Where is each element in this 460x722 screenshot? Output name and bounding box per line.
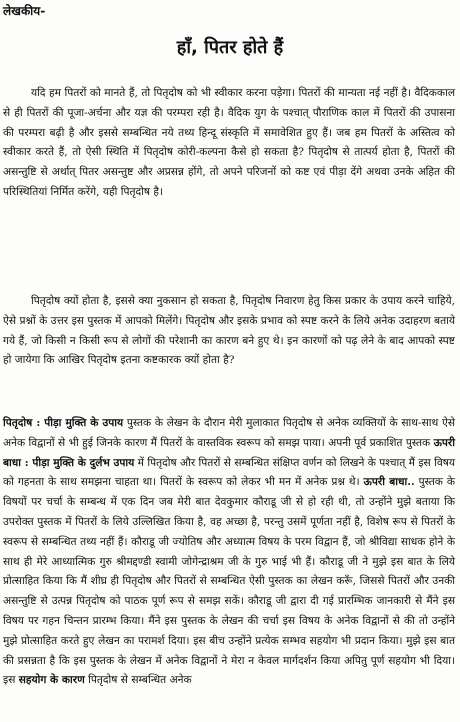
page-title: हाँ, पितर होते हैं (176, 37, 284, 58)
support-phrase-bold: सहयोग के कारण (18, 674, 85, 687)
book-title-bold: पितृदोष : पीड़ा मुक्ति के उपाय (3, 417, 124, 429)
paragraph-3-text-b: में पितृदोष और पितरों से सम्बन्धित संक्षिप्त वर्णन को लिखने के पश्चात् मैं इस विषय को गहनता के साथ समझना चाहता था। पितरों के स्वरूप को लेकर भी मन में अनेक प्रश्न थे। (3, 456, 455, 489)
previous-book-title-bold: ऊपरी बाधा : पीड़ा मुक्ति के दुर्लभ उपाय (3, 436, 455, 469)
paragraph-1: यदि हम पितरों को मानते हैं, तो पितृदोष को भी स्वीकार करना पड़ेगा। पितरों की मान्यता नई नहीं है। वैदिककाल से ही पितरों की पूजा-अर्चना और यज्ञ की परम्परा रही है। वैदिक युग के पश्चात् पौराणिक काल में पितरों की उपासना की परम्परा बढ़ी है और इससे सम्बन्धित नये तथ्य हिन्दू संस्कृति में समावेशित हुए हैं। जब हम पितरों के अस्तित्व को स्वीकार करते हैं, तो ऐसी स्थिति में पितृदोष कोरी-कल्पना कैसे हो सकता है? पितृदोष से तात्पर्य होता है, पितरों की असन्तुष्टि से अर्थात् पितर असन्तुष्ट और अप्रसन्न होंगे, तो अपने परिजनों को कष्ट एवं पीड़ा देंगे अथवा उनके अहित की परिस्थितियां निर्मित करेंगे, यही पितृदोष है। (3, 87, 455, 198)
paragraph-2: पितृदोष क्यों होता है, इससे क्या नुकसान हो सकता है, पितृदोष निवारण हेतु किस प्रकार के उपाय करने चाहिये, ऐसे प्रश्नों के उत्तर इस पुस्तक में आपको मिलेंगे। पितृदोष और इसके प्रभाव को स्पष्ट करने के लिये अनेक उदाहरण बताये गये हैं, जो किसी न किसी रूप से लोगों की परेशानी का कारण बने हुए थे। इन कारणों को पढ़ लेने के बाद आपको स्पष्ट हो जायेगा कि आखिर पितृदोष इतना कष्टकारक क्यों होता है? (3, 295, 455, 367)
previous-book-short-bold: ऊपरी बाधा.. (363, 476, 415, 489)
paragraph-3-text-a: पुस्तक के लेखन के दौरान मेरी मुलाकात पितृदोष से अनेक व्यक्तियों के साथ-साथ ऐसे अनेक विद्वानों से भी हुई जिनके कारण मैं पितरों के वास्तविक स्वरूप को समझ पाया। अपनी पूर्व प्रकाशित पुस्तक (3, 417, 455, 449)
paragraph-3-text-c: पुस्तक के विषयों पर चर्चा के सम्बन्ध में एक दिन जब मेरी बात देवकुमार कौराडू जी से हो रही थी, तो उन्होंने मुझे बताया कि उपरोक्त पुस्तक में पितरों के लिये उल्लिखित किया है, वह अच्छा है, परन्तु उसमें पूर्णता नहीं है, विशेष रूप से पितरों के स्वरूप से सम्बन्धित तथ्य नहीं हैं। कौराडू जी ज्योतिष और अध्यात्म विषय के परम विद्वान हैं, जो श्रीविद्या साधक होने के साथ ही मेरे आध्यात्मिक गुरु श्रीमद्दण्डी स्वामी जोगेन्द्राश्रम जी के गुरु भाई भी हैं। कौराडू जी ने मुझे इस बात के लिये प्रोत्साहित किया कि मैं शीघ्र ही पितृदोष और पितरों से सम्बन्धित ऐसी पुस्तक का लेखन करूँ, जिससे पितरों और उनकी असन्तुष्टि से उत्पन्न पितृदोष को पाठक पूर्ण रूप से समझ सकें। कौराडू जी द्वारा दी गई प्रारम्भिक जानकारी से मैंने इस विषय पर गहन चिन्तन प्रारम्भ किया। मैंने इस पुस्तक के लेखन की चर्चा इस विषय के अनेक विद्वानों से की तो उन्होंने मुझे प्रोत्साहित करते हुए लेखन का परामर्श दिया। इस बीच उन्होंने प्रत्येक सम्भव सहयोग भी प्रदान किया। मुझे इस बात की प्रसन्नता है कि इस पुस्तक के लेखन में अनेक विद्वानों ने मेरा न केवल मार्गदर्शन किया अपितु पूर्ण सहयोग भी दिया। इस (3, 476, 455, 687)
paragraph-3-text-d: पितृदोष से सम्बन्धित अनेक (84, 674, 192, 687)
section-label: लेखकीय- (3, 4, 46, 18)
paragraph-3 (3, 414, 455, 691)
